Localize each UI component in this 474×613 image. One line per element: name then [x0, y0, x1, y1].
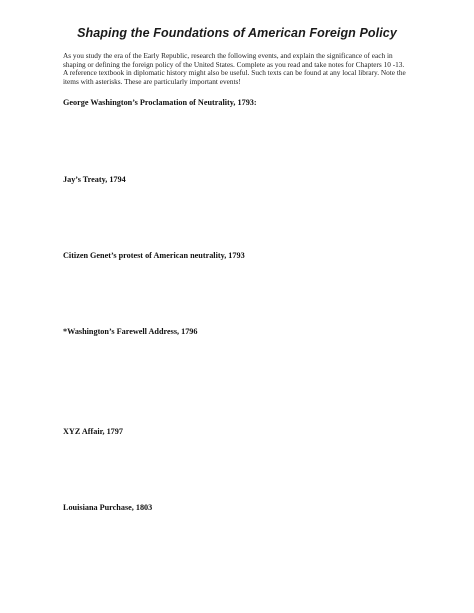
- instructions-line: shaping or defining the foreign policy of the United States. Complete as you read and take notes for Chapters 10 -13.: [63, 59, 405, 69]
- section-heading-louisiana-purchase: Louisiana Purchase, 1803: [63, 503, 153, 512]
- document-title: Shaping the Foundations of American Foreign Policy: [77, 26, 397, 40]
- section-heading-xyz-affair: XYZ Affair, 1797: [63, 427, 123, 436]
- section-heading-farewell-address: *Washington’s Farewell Address, 1796: [63, 327, 198, 336]
- instructions-line: items with asterisks. These are particularly important events!: [63, 76, 241, 86]
- instructions-paragraph: [63, 52, 428, 86]
- instructions-line: As you study the era of the Early Republic, research the following events, and explain the significance of each in: [63, 51, 393, 60]
- section-heading-jays-treaty: Jay’s Treaty, 1794: [63, 175, 126, 184]
- instructions-line: A reference textbook in diplomatic history might also be useful. Such texts can be found at any local library. Note the: [63, 68, 406, 78]
- section-heading-proclamation-of-neutrality: George Washington’s Proclamation of Neutrality, 1793:: [63, 98, 257, 107]
- section-heading-citizen-genet: Citizen Genet’s protest of American neutrality, 1793: [63, 251, 245, 260]
